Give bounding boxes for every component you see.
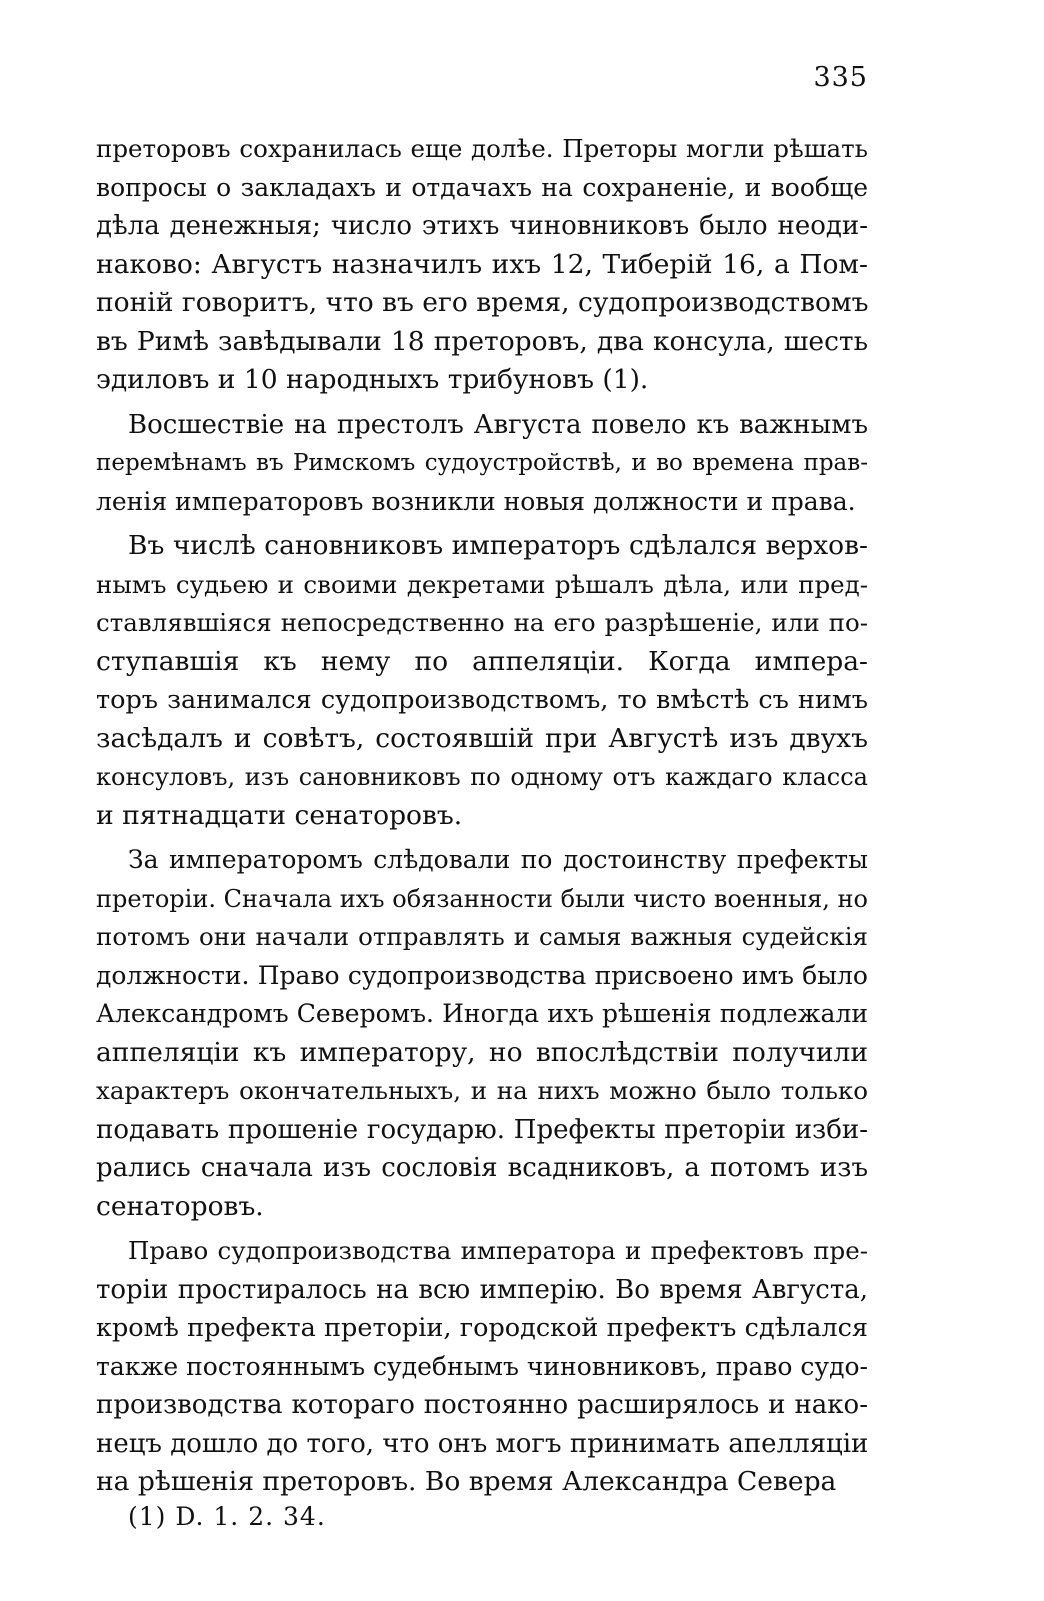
- text-line: характеръ окончательныхъ, и на нихъ можно было только: [96, 1076, 868, 1105]
- paragraph: [96, 841, 868, 1226]
- footnote: (1) D. 1. 2. 34.: [128, 1502, 326, 1531]
- text-line: производства котораго постоянно расширялось и нако-: [96, 1390, 868, 1420]
- text-line: ступавшія къ нему по аппеляціи. Когда импера-: [96, 645, 868, 677]
- text-line: торъ занимался судопроизводствомъ, то вмѣстѣ съ нимъ: [96, 685, 868, 715]
- text-line: эдиловъ и 10 народныхъ трибуновъ (1).: [96, 364, 649, 395]
- text-line: вопросы о закладахъ и отдачахъ на сохраненіе, и вообще: [96, 172, 868, 202]
- text-line: Право судопроизводства императора и префектовъ пре-: [128, 1236, 868, 1265]
- text-line: За императоромъ слѣдовали по достоинству префекты: [128, 845, 868, 874]
- text-line: должности. Право судопроизводства присвоено имъ было: [96, 960, 868, 990]
- text-line: нецъ дошло до того, что онъ могъ принимать апелляціи: [96, 1428, 869, 1459]
- paragraph: [96, 130, 868, 400]
- text-line: нымъ судьею и своими декретами рѣшалъ дѣла, или пред-: [96, 569, 868, 599]
- text-line: также постояннымъ судебнымъ чиновниковъ, право судо-: [96, 1351, 868, 1381]
- text-line: перемѣнамъ въ Римскомъ судоустройствѣ, и во времена прав-: [96, 450, 868, 476]
- text-line: наково: Августъ назначилъ ихъ 12, Тиберій 16, а Пом-: [96, 248, 868, 280]
- text-line: преторіи. Сначала ихъ обязанности были чисто военныя, но: [96, 884, 868, 913]
- text-line: сенаторовъ.: [96, 1190, 264, 1222]
- text-line: въ Римѣ завѣдывали 18 преторовъ, два консула, шесть: [96, 325, 868, 357]
- text-line: Александромъ Северомъ. Иногда ихъ рѣшенія подлежали: [96, 999, 868, 1028]
- text-line: Въ числѣ сановниковъ императоръ сдѣлался верхов-: [128, 530, 868, 561]
- paragraph: [96, 406, 868, 522]
- text-line: рались сначала изъ сословія всадниковъ, а потомъ изъ: [96, 1153, 868, 1183]
- text-line: на рѣшенія преторовъ. Во время Александра Севера: [96, 1466, 837, 1497]
- text-line: засѣдалъ и совѣтъ, состоявшій при Августѣ изъ двухъ: [96, 722, 868, 754]
- paragraph: [96, 527, 868, 835]
- text-line: и пятнадцати сенаторовъ.: [96, 799, 463, 831]
- text-line: Восшествіе на престолъ Августа повело къ важнымъ: [128, 409, 868, 440]
- body-text: [96, 130, 868, 1508]
- page-number: 335: [813, 62, 868, 93]
- text-line: консуловъ, изъ сановниковъ по одному отъ каждаго класса: [96, 763, 868, 791]
- text-line: кромѣ префекта преторіи, городской префектъ сдѣлался: [96, 1313, 868, 1343]
- text-line: преторовъ сохранилась еще долѣе. Преторы могли рѣшать: [96, 134, 868, 163]
- text-line: потомъ они начали отправлять и самыя важныя судейскія: [96, 922, 868, 951]
- text-line: подавать прошеніе государю. Префекты преторіи изби-: [96, 1114, 868, 1145]
- text-line: ленія императоровъ возникли новыя должности и права.: [96, 486, 856, 516]
- text-line: торіи простиралось на всю имперію. Во время Августа,: [96, 1274, 868, 1305]
- paragraph: [96, 1232, 868, 1502]
- text-line: аппеляціи къ императору, но впослѣдствіи получили: [96, 1036, 868, 1068]
- text-line: поній говоритъ, что въ его время, судопроизводствомъ: [96, 287, 869, 318]
- text-line: дѣла денежныя; число этихъ чиновниковъ было неоди-: [96, 211, 868, 241]
- text-line: ставлявшіяся непосредственно на его разрѣшеніе, или по-: [96, 608, 868, 637]
